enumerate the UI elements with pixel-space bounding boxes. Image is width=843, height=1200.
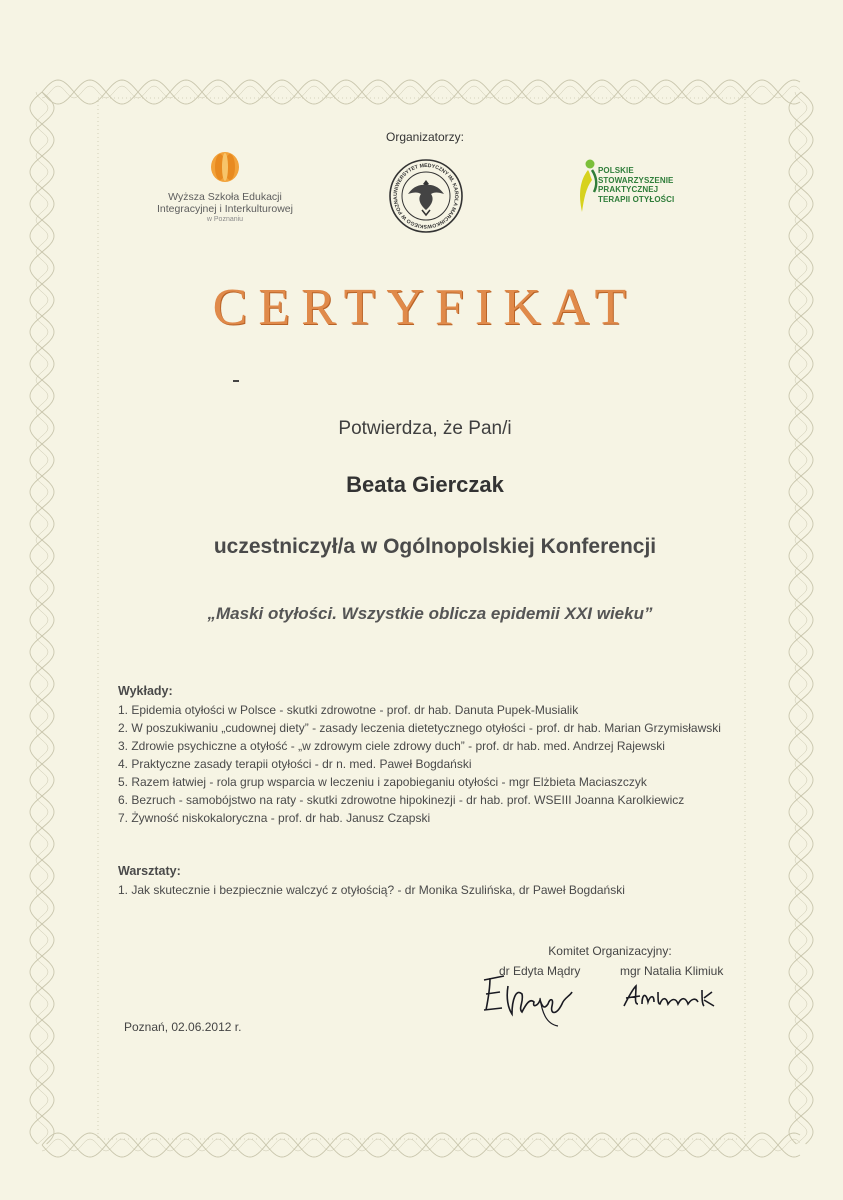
signer-name-2: mgr Natalia Klimiuk [620, 964, 724, 978]
school-name-line-2: Integracyjnej i Interkulturowej [157, 203, 293, 215]
association-line-4: TERAPII OTYŁOŚCI [598, 194, 675, 204]
conference-title: „Maski otyłości. Wszystkie oblicza epidemii XXI wieku” [207, 604, 653, 623]
lectures-section [118, 684, 738, 827]
school-city: w Poznaniu [206, 216, 244, 223]
lecture-item: 7. Żywność niskokaloryczna - prof. dr hab. Janusz Czapski [118, 811, 431, 825]
association-line-1: POLSKIE [598, 166, 634, 175]
lecture-item: 6. Bezruch - samobójstwo na raty - skutki zdrowotne hipokinezji - dr hab. prof. WSEIII Joanna Karolkiewicz [118, 793, 685, 807]
recipient-name: Beata Gierczak [346, 472, 504, 497]
workshops-section [118, 864, 738, 899]
flower-logo-icon [208, 150, 242, 184]
lecture-item: 2. W poszukiwaniu „cudownej diety” - zasady leczenia dietetycznego otyłości - prof. dr hab. Marian Grzymisławski [118, 721, 721, 735]
confirm-text: Potwierdza, że Pan/i [338, 418, 512, 439]
association-line-2: STOWARZYSZENIE [598, 175, 674, 185]
seal-text: UNIWERSYTET MEDYCZNY IM. KAROLA MARCINKOWSKIEGO W POZNA [392, 162, 460, 230]
workshops-heading: Warsztaty: [118, 864, 181, 878]
school-name-line-1: Wyższa Szkoła Edukacji [168, 191, 282, 203]
university-seal-icon [388, 158, 464, 234]
signer-name-1: dr Edyta Mądry [499, 964, 581, 978]
school-logo [140, 150, 310, 224]
signature-2 [620, 980, 720, 1020]
lectures-heading: Wykłady: [118, 684, 173, 698]
lecture-item: 5. Razem łatwiej - rola grup wsparcia w leczeniu i zapobieganiu otyłości - mgr Elżbieta Maciaszczyk [118, 775, 647, 789]
association-line-3: PRAKTYCZNEJ [598, 185, 659, 194]
committee-label: Komitet Organizacyjny: [548, 944, 672, 958]
signature-1 [478, 968, 578, 1028]
lecture-item: 1. Epidemia otyłości w Polsce - skutki zdrowotne - prof. dr hab. Danuta Pupek-Musialik [118, 703, 579, 717]
lecture-item: 3. Zdrowie psychiczne a otyłość - „w zdrowym ciele zdrowy duch” - prof. dr hab. med. Andrzej Rajewski [118, 739, 665, 753]
lecture-item: 4. Praktyczne zasady terapii otyłości - dr n. med. Paweł Bogdański [118, 757, 472, 771]
stray-mark [233, 380, 239, 382]
certificate-title: CERTYFIKAT [212, 279, 638, 336]
workshop-item: 1. Jak skutecznie i bezpiecznie walczyć z otyłością? - dr Monika Szulińska, dr Paweł Bogdański [118, 883, 625, 897]
association-logo [572, 158, 682, 218]
participation-text: uczestniczył/a w Ogólnopolskiej Konferencji [213, 535, 657, 558]
organizers-label: Organizatorzy: [385, 130, 465, 144]
place-date: Poznań, 02.06.2012 r. [124, 1020, 242, 1034]
